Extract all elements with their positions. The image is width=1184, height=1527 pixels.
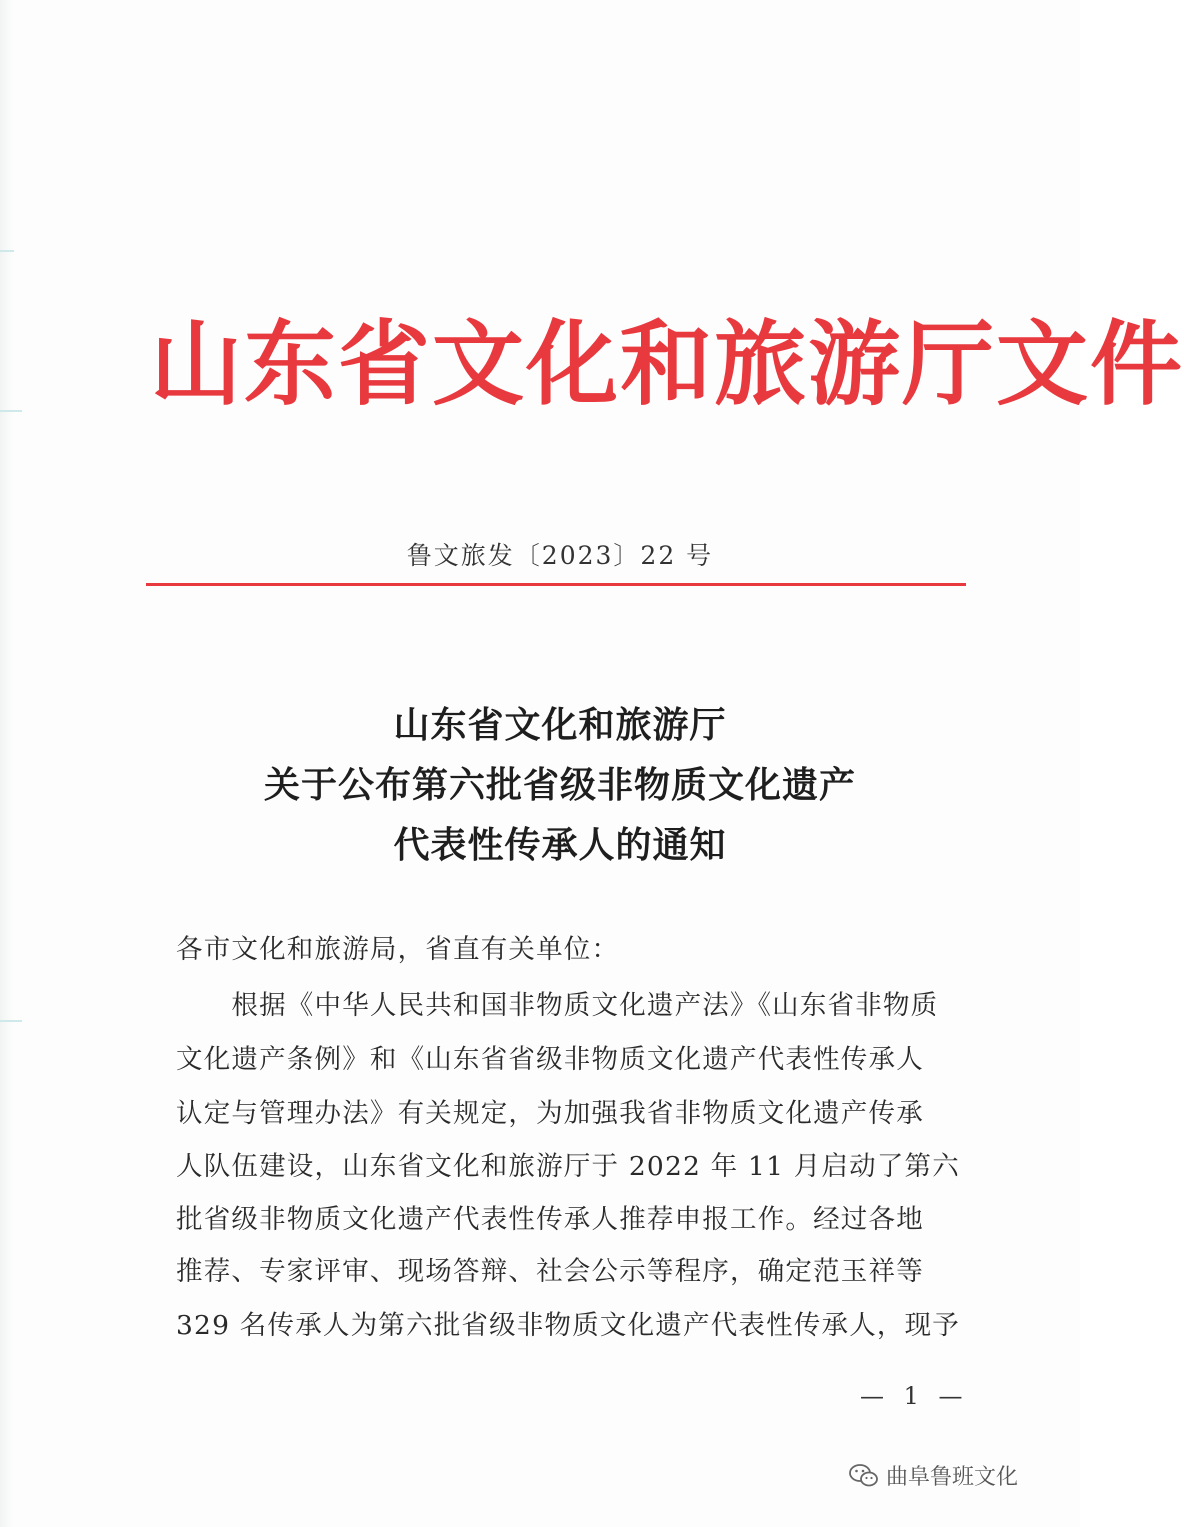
document-number: 鲁文旅发〔2023〕22 号 [406, 541, 714, 570]
scan-mark [0, 410, 22, 412]
title-line-3: 代表性传承人的通知 [393, 824, 727, 866]
title-line-2: 关于公布第六批省级非物质文化遗产 [263, 764, 856, 806]
body-line: 根据《中华人民共和国非物质文化遗产法》《山东省非物质 [176, 990, 939, 1021]
scan-mark [0, 250, 14, 252]
wechat-icon [848, 1462, 880, 1490]
body-line: 329 名传承人为第六批省级非物质文化遗产代表性传承人，现予 [176, 1310, 961, 1341]
page-number: — 1 — [860, 1382, 969, 1410]
body-line: 推荐、专家评审、现场答辩、社会公示等程序，确定范玉祥等 [176, 1256, 924, 1287]
body-line: 认定与管理办法》有关规定，为加强我省非物质文化遗产传承 [176, 1098, 924, 1129]
red-divider-line [146, 583, 966, 586]
title-line-1: 山东省文化和旅游厅 [393, 704, 727, 746]
salutation: 各市文化和旅游局，省直有关单位： [176, 934, 620, 965]
body-line: 文化遗产条例》和《山东省省级非物质文化遗产代表性传承人 [176, 1044, 924, 1075]
document-header-title: 山东省文化和旅游厅文件 [150, 310, 1184, 418]
watermark [848, 1460, 1018, 1491]
scan-mark [0, 1020, 22, 1022]
body-line: 批省级非物质文化遗产代表性传承人推荐申报工作。经过各地 [176, 1204, 924, 1235]
scan-edge [0, 0, 14, 1527]
watermark-text: 曲阜鲁班文化 [886, 1465, 1019, 1490]
body-line: 人队伍建设，山东省文化和旅游厅于 2022 年 11 月启动了第六 [176, 1151, 960, 1182]
